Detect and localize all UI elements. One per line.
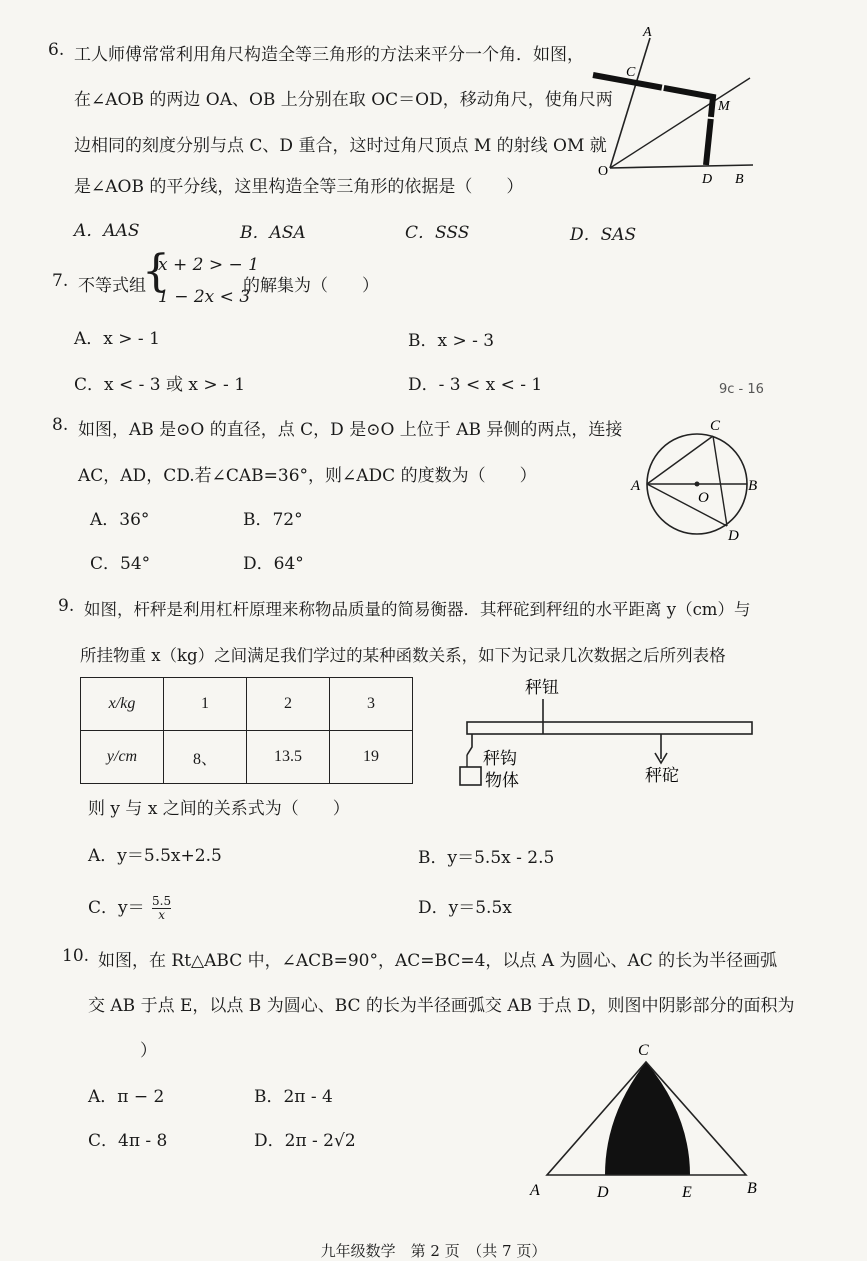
q9-option-b[interactable]: B．y＝5.5x - 2.5 bbox=[418, 848, 555, 868]
q10-number: 10. bbox=[62, 946, 90, 966]
q6-option-d[interactable]: D．SAS bbox=[570, 225, 637, 245]
q10-triangle-figure bbox=[525, 1035, 775, 1205]
q6-text-line: 工人师傅常常利用角尺构造全等三角形的方法来平分一个角．如图， bbox=[74, 45, 584, 65]
q10-text-line: 交 AB 于点 E，以点 B 为圆心、BC 的长为半径画弧交 AB 于点 D，则图中阴影部分的面积为 bbox=[88, 996, 795, 1016]
center-o bbox=[695, 482, 700, 487]
table-cell: x/kg bbox=[81, 678, 164, 731]
q7-option-a[interactable]: A．x > - 1 bbox=[74, 329, 160, 349]
table-row bbox=[81, 678, 413, 731]
q7-number: 7. bbox=[52, 271, 69, 291]
q10-text-line: ） bbox=[140, 1041, 157, 1061]
q9-option-c-label: C．y＝ bbox=[88, 898, 145, 918]
q6-text-line: 是∠AOB 的平分线，这里构造全等三角形的依据是（ ） bbox=[74, 177, 524, 197]
label-m: M bbox=[718, 99, 730, 114]
brace-icon: { bbox=[142, 246, 170, 297]
ray-oa bbox=[610, 38, 650, 168]
label-weight: 秤砣 bbox=[645, 766, 679, 785]
q7-option-d[interactable]: D．- 3 < x < - 1 bbox=[408, 375, 543, 395]
q7-prefix: 不等式组 bbox=[78, 276, 146, 296]
q9-question: 则 y 与 x 之间的关系式为（ ） bbox=[88, 799, 350, 819]
table-cell: 1 bbox=[164, 678, 247, 731]
q8-option-c[interactable]: C．54° bbox=[90, 554, 151, 574]
q8-text-line: AC，AD，CD.若∠CAB=36°，则∠ADC 的度数为（ ） bbox=[78, 466, 537, 486]
q8-number: 8. bbox=[52, 415, 69, 435]
q9-text-line: 所挂物重 x（kg）之间满足我们学过的某种函数关系，如下为记录几次数据之后所列表格 bbox=[80, 646, 726, 665]
q6-option-c[interactable]: C．SSS bbox=[405, 223, 470, 243]
q7-option-b[interactable]: B．x > - 3 bbox=[408, 331, 495, 351]
object-box bbox=[460, 767, 481, 785]
label-o: O bbox=[698, 490, 709, 506]
q10-option-b[interactable]: B．2π - 4 bbox=[254, 1087, 333, 1107]
q9-steelyard-figure bbox=[455, 675, 760, 800]
shaded-region bbox=[605, 1062, 690, 1175]
angle-ruler bbox=[593, 75, 713, 165]
handwritten-note: 9c - 16 bbox=[719, 382, 764, 397]
q6-option-a[interactable]: A．AAS bbox=[74, 221, 140, 241]
label-knob: 秤钮 bbox=[525, 678, 559, 697]
table-cell: 13.5 bbox=[247, 731, 330, 784]
fraction-numerator: 5.5 bbox=[152, 893, 172, 908]
q6-number: 6. bbox=[48, 40, 65, 60]
q7-inequality-2: 1 − 2x < 3 bbox=[158, 287, 251, 307]
q9-option-d[interactable]: D．y＝5.5x bbox=[418, 898, 512, 918]
segment-ac bbox=[647, 436, 713, 484]
label-a: A bbox=[631, 478, 641, 494]
table-row bbox=[81, 731, 413, 784]
label-d: D bbox=[702, 172, 713, 187]
q6-option-b[interactable]: B．ASA bbox=[240, 223, 306, 243]
label-e: E bbox=[682, 1184, 692, 1201]
q9-data-table bbox=[80, 677, 413, 784]
q9-text-line: 如图，杆秤是利用杠杆原理来称物品质量的简易衡器．其秤砣到秤纽的水平距离 y（cm）与 bbox=[84, 600, 751, 619]
q10-text-line: 如图，在 Rt△ABC 中，∠ACB=90°，AC=BC=4，以点 A 为圆心、AC 的长为半径画弧 bbox=[98, 951, 778, 971]
label-c: C bbox=[710, 418, 721, 434]
segment-ad bbox=[647, 484, 727, 526]
q6-text-line: 边相同的刻度分别与点 C、D 重合，这时过角尺顶点 M 的射线 OM 就 bbox=[74, 136, 607, 156]
label-d: D bbox=[597, 1184, 609, 1201]
q7-inequality-1: x + 2 > − 1 bbox=[158, 255, 259, 275]
q8-option-a[interactable]: A．36° bbox=[90, 510, 150, 530]
q8-text-line: 如图，AB 是⊙O 的直径，点 C，D 是⊙O 上位于 AB 异侧的两点，连接 bbox=[78, 420, 623, 440]
q8-circle-figure bbox=[628, 410, 773, 545]
segment-cd bbox=[713, 436, 727, 526]
label-d: D bbox=[728, 528, 739, 544]
q9-number: 9. bbox=[58, 596, 75, 616]
table-cell: 19 bbox=[330, 731, 413, 784]
fraction-denominator: x bbox=[158, 908, 165, 922]
label-a: A bbox=[530, 1182, 540, 1199]
q7-option-c[interactable]: C．x < - 3 或 x > - 1 bbox=[74, 375, 246, 395]
label-c: C bbox=[638, 1042, 649, 1059]
label-c: C bbox=[626, 65, 636, 80]
label-b: B bbox=[735, 172, 744, 187]
q7-suffix: 的解集为（ ） bbox=[243, 276, 379, 296]
label-object: 物体 bbox=[485, 771, 519, 790]
q10-option-a[interactable]: A．π − 2 bbox=[88, 1087, 165, 1107]
q8-option-d[interactable]: D．64° bbox=[243, 554, 304, 574]
label-b: B bbox=[748, 478, 758, 494]
q6-angle-ruler-figure bbox=[588, 20, 768, 195]
label-o: O bbox=[598, 164, 609, 179]
table-cell: 3 bbox=[330, 678, 413, 731]
table-cell: 8、 bbox=[164, 731, 247, 784]
ray-ob bbox=[610, 165, 753, 168]
q10-option-d[interactable]: D．2π - 2√2 bbox=[254, 1131, 356, 1151]
q8-option-b[interactable]: B．72° bbox=[243, 510, 303, 530]
table-cell: 2 bbox=[247, 678, 330, 731]
table-cell: y/cm bbox=[81, 731, 164, 784]
q9-option-c[interactable] bbox=[88, 893, 171, 922]
hook-icon bbox=[467, 734, 472, 755]
q6-text-line: 在∠AOB 的两边 OA、OB 上分别在取 OC＝OD，移动角尺，使角尺两 bbox=[74, 90, 613, 110]
page-footer: 九年级数学 第 2 页 （共 7 页） bbox=[320, 1242, 547, 1260]
steelyard-beam bbox=[467, 722, 752, 734]
q10-option-c[interactable]: C．4π - 8 bbox=[88, 1131, 168, 1151]
label-a: A bbox=[643, 25, 652, 40]
q9-option-a[interactable]: A．y＝5.5x+2.5 bbox=[88, 846, 222, 866]
label-b: B bbox=[747, 1180, 757, 1197]
label-hook: 秤钩 bbox=[483, 749, 517, 768]
